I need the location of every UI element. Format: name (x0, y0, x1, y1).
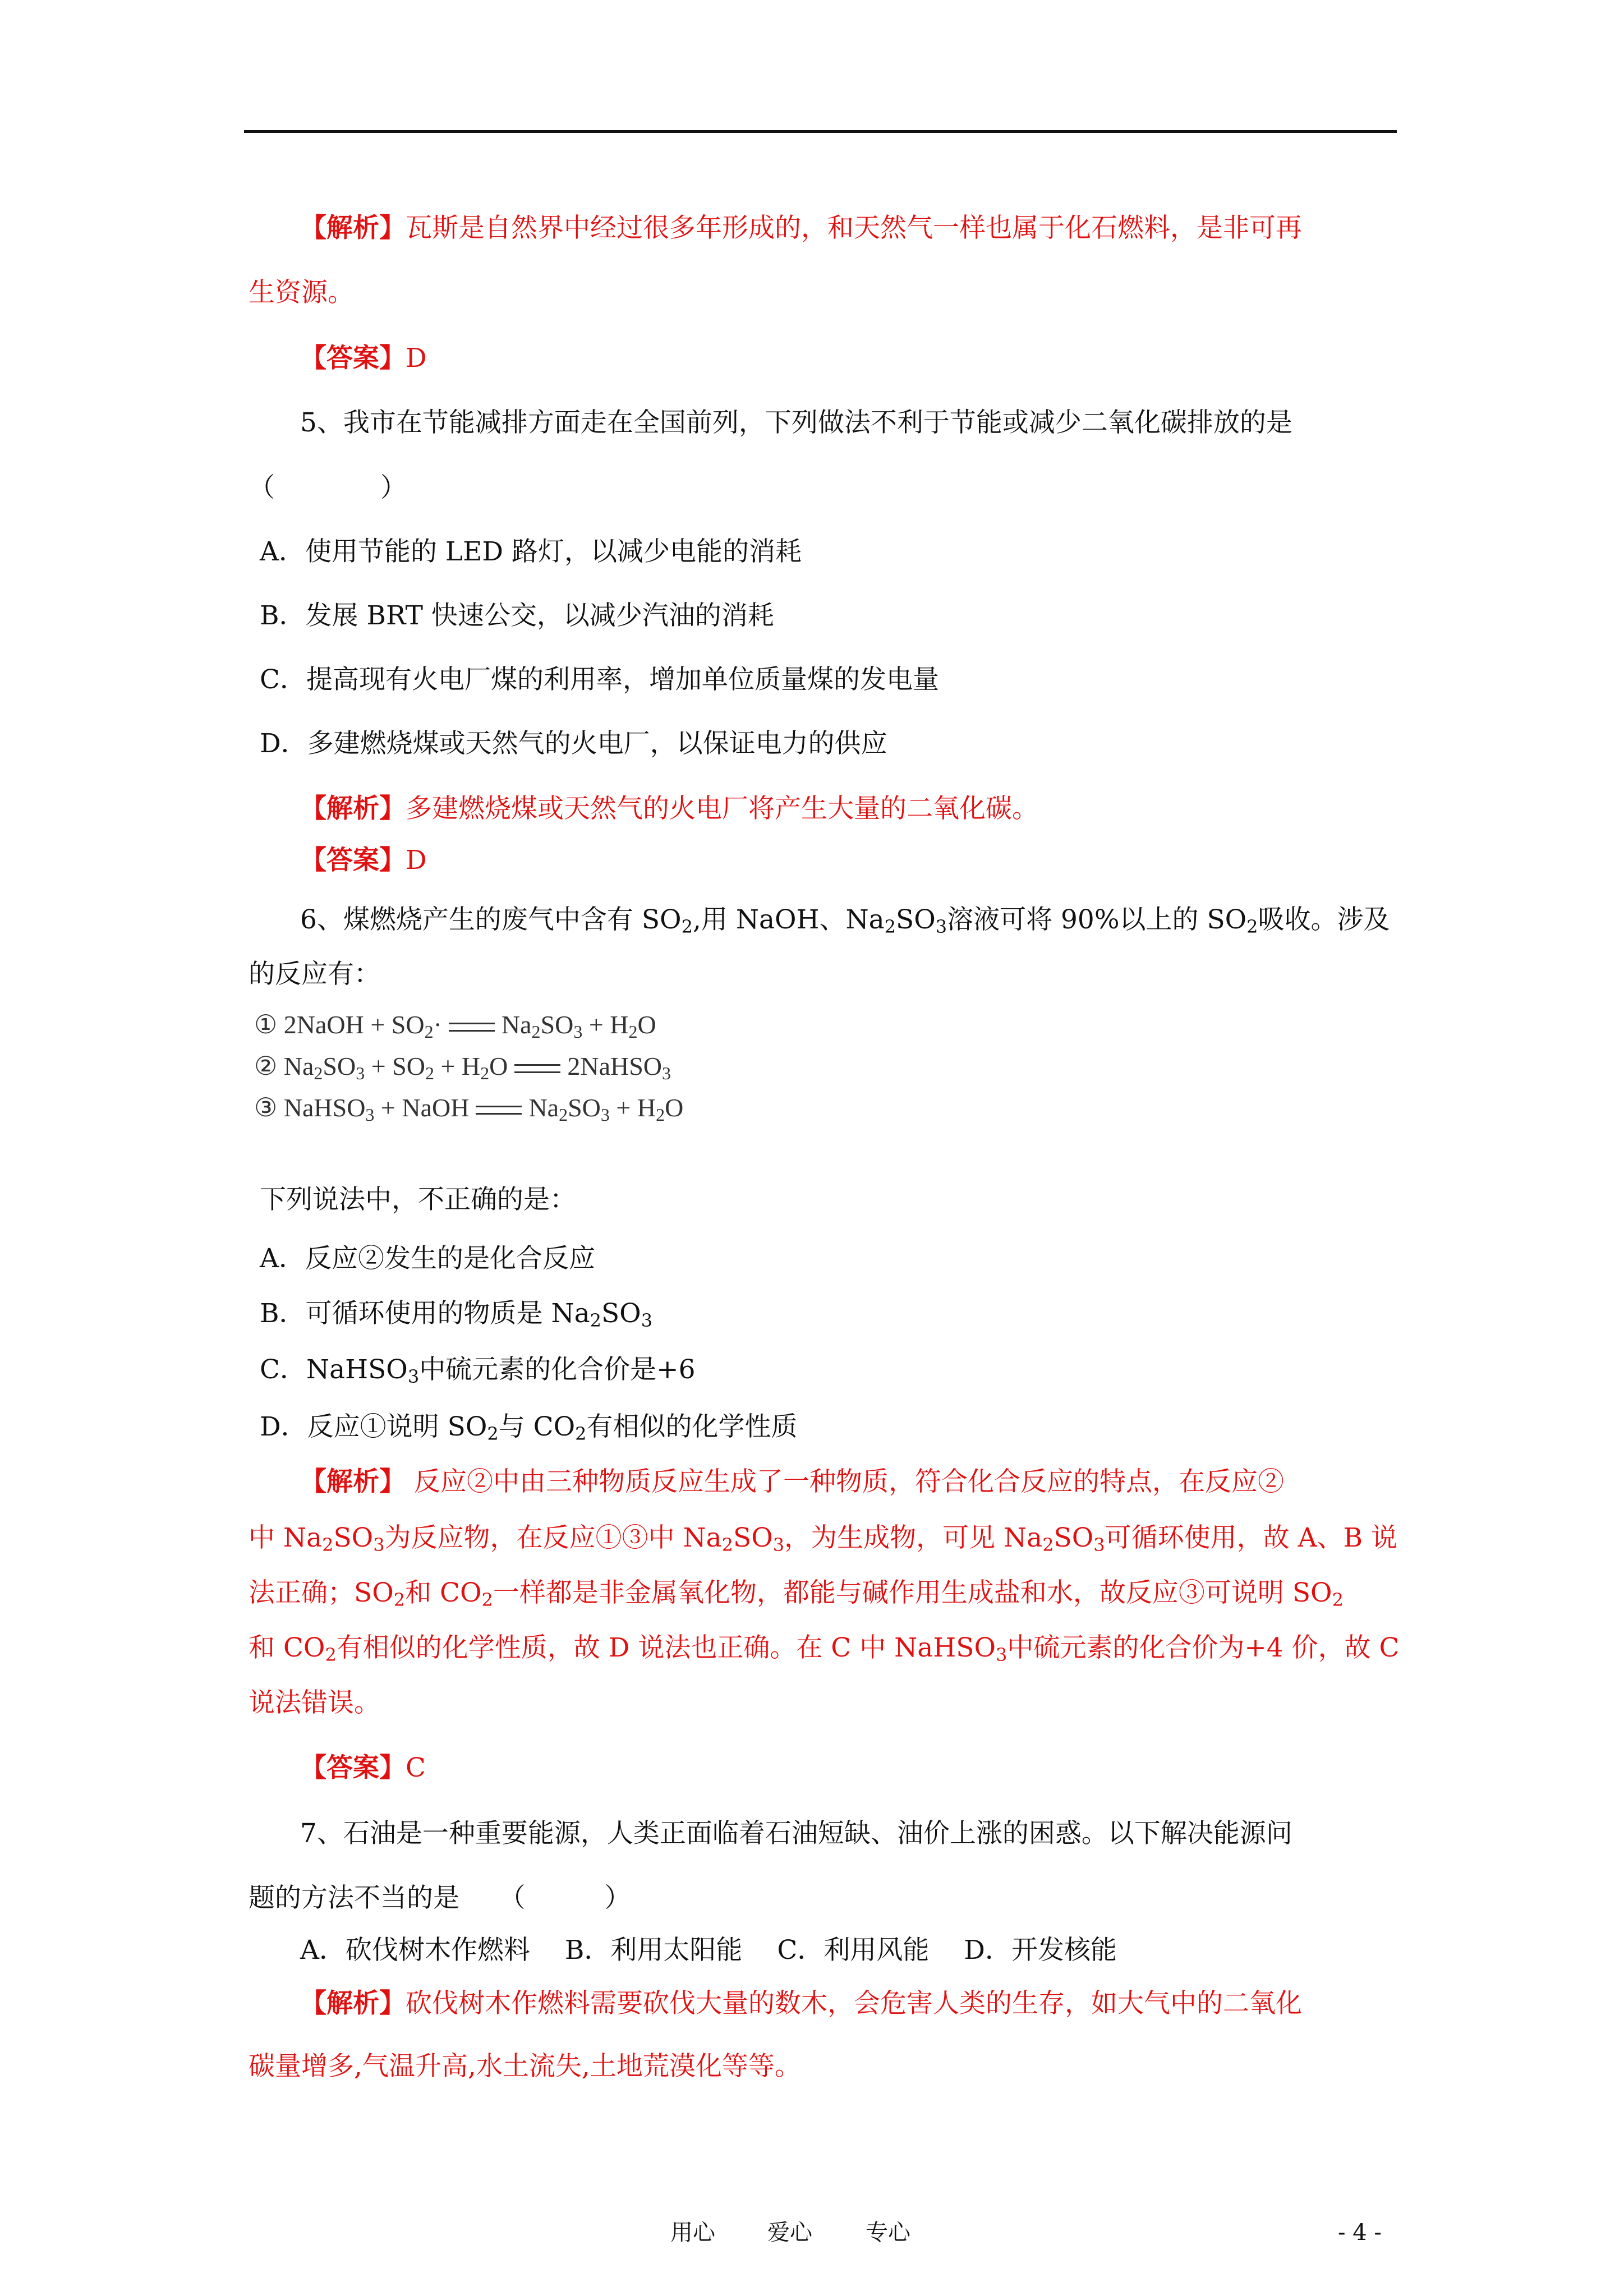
q6-question: 下列说法中，不正确的是： (260, 1184, 576, 1215)
q5-answer: 【答案】D (300, 845, 427, 876)
q4-answer: 【答案】D (300, 343, 427, 374)
q6-option-c: C．NaHSO$_3$中硫元素的化合价是+6 (260, 1354, 696, 1387)
q6-analysis-line3: 法正确；$SO_2$和 $CO_2$一样都是非金属氧化物，都能与碱作用生成盐和水，故反应③可说明 $SO_2$ (249, 1577, 1344, 1611)
q7-analysis-line1: 【解析】砍伐树木作燃料需要砍伐大量的数木，会危害人类的生存，如大气中的二氧化 (300, 1988, 1302, 2019)
equals-sign (449, 1023, 495, 1032)
q5-option-d: D．多建燃烧煤或天然气的火电厂，以保证电力的供应 (260, 728, 887, 759)
q7-stem-line1: 7、石油是一种重要能源，人类正面临着石油短缺、油价上涨的困惑。以下解决能源问 (300, 1818, 1292, 1849)
q5-option-a: A．使用节能的 LED 路灯，以减少电能的消耗 (260, 536, 802, 567)
q5-option-c: C．提高现有火电厂煤的利用率，增加单位质量煤的发电量 (260, 664, 939, 695)
q5-stem-line2: （ ） (249, 472, 407, 503)
q6-option-a: A．反应②发生的是化合反应 (260, 1243, 595, 1274)
q6-stem-line1: 6、煤燃烧产生的废气中含有 $SO_2$,用 NaOH、$Na_2SO_3$溶液可将 90%以上的 $SO_2$吸收。涉及 (300, 904, 1390, 937)
q6-analysis-line5: 说法错误。 (249, 1687, 380, 1718)
q7-analysis-line2: 碳量增多,气温升高,水土流失,土地荒漠化等等。 (249, 2051, 801, 2082)
equals-sign (476, 1106, 522, 1115)
q4-analysis-line1: 【解析】瓦斯是自然界中经过很多年形成的，和天然气一样也属于化石燃料，是非可再 (300, 213, 1302, 243)
header-rule (244, 130, 1397, 133)
equation-2: ② $Na_2SO_3 + SO_2 + H_2O$ 2NaHSO$_3$ (254, 1052, 671, 1083)
q6-analysis-line4: 和 $CO_2$有相似的化学性质，故 D 说法也正确。在 C 中 NaHSO$_3$中硫元素的化合价为+4 价，故 C (249, 1632, 1400, 1665)
q7-options: A．砍伐树木作燃料 B．利用太阳能 C．利用风能 D．开发核能 (300, 1935, 1117, 1966)
equation-3: ③ NaHSO$_3$ + NaOH $Na_2SO_3 + H_2O$ (254, 1093, 684, 1125)
page-number: - 4 - (1338, 2220, 1382, 2246)
q5-analysis: 【解析】多建燃烧煤或天然气的火电厂将产生大量的二氧化碳。 (300, 793, 1038, 824)
q6-option-b: B．可循环使用的物质是 $Na_2SO_3$ (260, 1298, 653, 1331)
q6-stem-line2: 的反应有： (249, 959, 380, 990)
q5-option-b: B．发展 BRT 快速公交，以减少汽油的消耗 (260, 600, 774, 631)
equals-sign (514, 1064, 560, 1073)
q7-stem-line2: 题的方法不当的是 （ ） (249, 1883, 631, 1913)
footer-motto-1: 用心 (670, 2220, 715, 2246)
footer-motto-2: 爱心 (767, 2220, 812, 2246)
equation-1: ① 2NaOH + $SO_2\cdot Na_2SO_3 + H_2O$ (254, 1010, 656, 1042)
q6-analysis-line1: 【解析】 反应②中由三种物质反应生成了一种物质，符合化合反应的特点，在反应② (300, 1466, 1284, 1497)
q4-analysis-line2: 生资源。 (249, 277, 354, 308)
q6-equations (254, 1004, 843, 1129)
q6-answer: 【答案】C (300, 1752, 426, 1783)
q6-option-d: D．反应①说明 $SO_2$与 $CO_2$有相似的化学性质 (260, 1411, 798, 1444)
q6-analysis-line2: 中 $Na_2SO_3$为反应物，在反应①③中 $Na_2SO_3$，为生成物，可见 $Na_2SO_3$可循环使用，故 A、B 说 (249, 1522, 1398, 1556)
q5-stem-line1: 5、我市在节能减排方面走在全国前列，下列做法不利于节能或减少二氧化碳排放的是 (300, 407, 1292, 438)
footer-motto-3: 专心 (866, 2220, 910, 2246)
